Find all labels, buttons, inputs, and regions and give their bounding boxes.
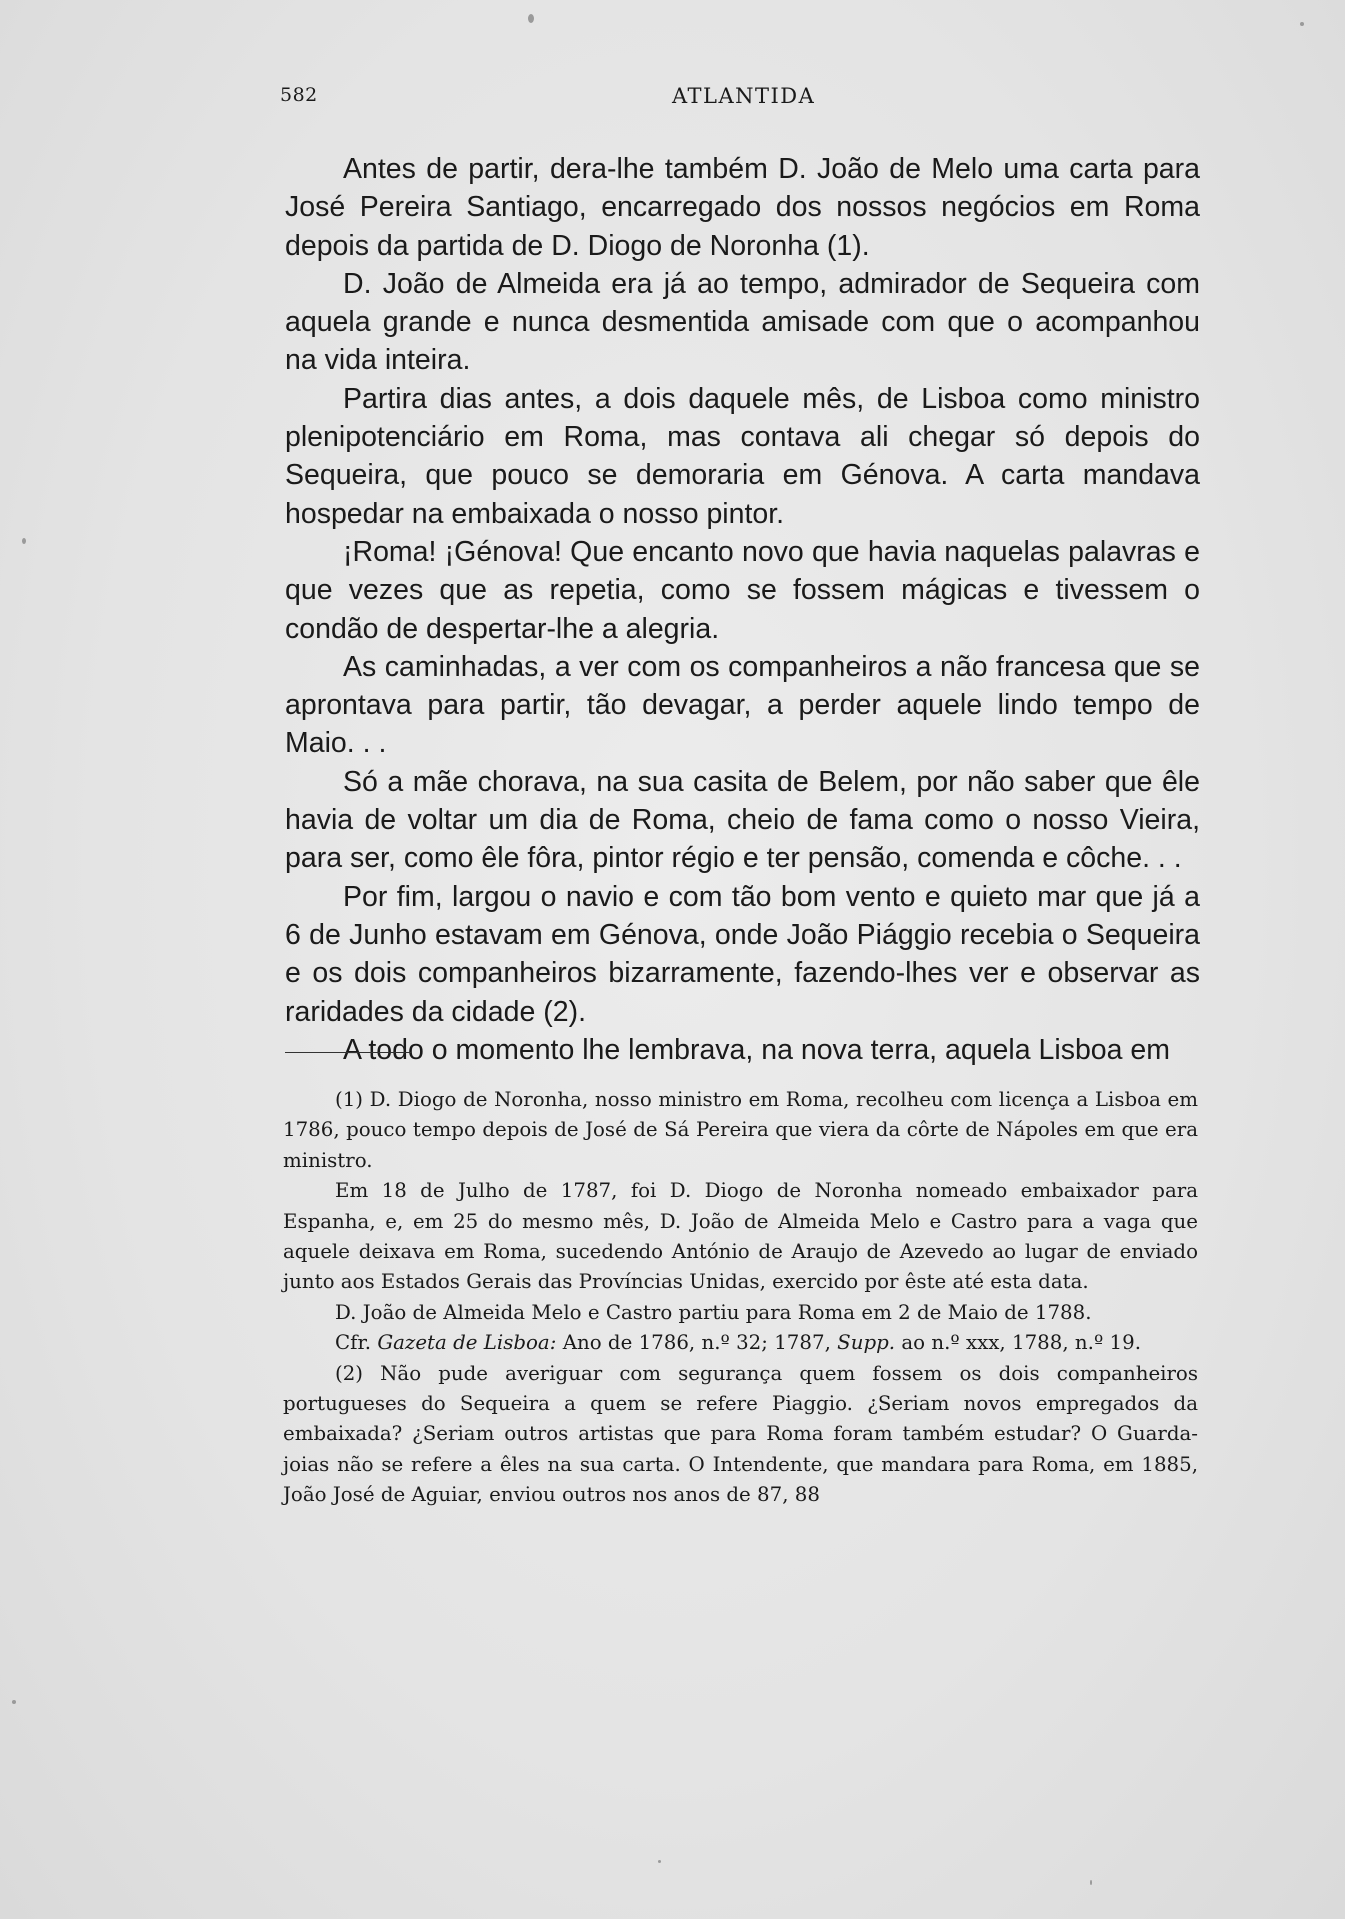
page-number: 582 [280,84,318,106]
citation-supplement: Supp. [837,1331,896,1355]
body-paragraph: Só a mãe chorava, na sua casita de Belem, por não saber que êle havia de voltar um dia de Roma, cheio de fama como o nosso Vieira, para ser, como êle fôra, pintor régio e ter pensão, comenda e côche. . . [285,765,1200,875]
citation-title: Gazeta de Lisboa: [377,1331,557,1355]
body-paragraph: D. João de Almeida era já ao tempo, admirador de Sequeira com aquela grande e nunca desmentida amisade com que o acompanhou na vida inteira. [285,267,1200,377]
citation-details: Ano de 1786, n.º 32; 1787, [562,1331,831,1355]
body-paragraph: Antes de partir, dera-lhe também D. João de Melo uma carta para José Pereira Santiago, encarregado dos nossos negócios em Roma depois da partida de D. Diogo de Noronha (1). [285,153,1200,262]
body-paragraph: ¡Roma! ¡Génova! Que encanto novo que havia naquelas palavras e que vezes que as repetia, como se fossem mágicas e tivessem o condão de despertar-lhe a alegria. [285,535,1200,645]
footnote-1-continued: D. João de Almeida Melo e Castro partiu para Roma em 2 de Maio de 1788. [335,1300,1092,1324]
body-text [285,150,1200,1069]
footnote-2: (2) Não pude averiguar com segurança quem fossem os dois companheiros portugueses do Sequeira a quem se refere Piaggio. ¿Seriam novos empregados da embaixada? ¿Seriam outros artistas que para Roma foram também estudar? O Guarda-joias não se refere a êles na sua carta. O Intendente, que mandara para Roma, em 1885, João José de Aguiar, enviou outros nos anos de 87, 88 [283,1361,1198,1507]
body-paragraph: A todo o momento lhe lembrava, na nova terra, aquela Lisboa em [343,1033,1171,1066]
footnote-1-continued: Em 18 de Julho de 1787, foi D. Diogo de Noronha nomeado embaixador para Espanha, e, em 25 do mesmo mês, D. João de Almeida Melo e Castro para a vaga que aquele deixava em Roma, sucedendo António de Araujo de Azevedo ao lugar de enviado junto aos Estados Gerais das Províncias Unidas, exercido por êste até esta data. [283,1179,1198,1294]
footnote-rule [285,1052,411,1053]
body-paragraph: Partira dias antes, a dois daquele mês, de Lisboa como ministro plenipotenciário em Roma, mas contava ali chegar só depois do Sequeira, que pouco se demoraria em Génova. A carta mandava hospedar na embaixada o nosso pintor. [285,382,1200,530]
footnotes [283,1085,1198,1511]
running-head [0,84,1345,114]
footnote-1: (1) D. Diogo de Noronha, nosso ministro em Roma, recolheu com licença a Lisboa em 1786, pouco tempo depois de José de Sá Pereira que viera da côrte de Nápoles em que era ministro. [283,1088,1198,1172]
body-paragraph: Por fim, largou o navio e com tão bom vento e quieto mar que já a 6 de Junho estavam em Génova, onde João Piággio recebia o Sequeira e os dois companheiros bizarramente, fazendo-lhes ver e observar as raridades da cidade (2). [285,880,1200,1028]
citation-prefix: Cfr. [335,1331,372,1355]
body-paragraph: As caminhadas, a ver com os companheiros a não francesa que se aprontava para partir, tão devagar, a perder aquele lindo tempo de Maio. . . [285,650,1200,760]
citation-end: ao n.º xxx, 1788, n.º 19. [901,1331,1142,1355]
running-title: ATLANTIDA [672,84,816,108]
footnote-1-citation [283,1328,1198,1358]
